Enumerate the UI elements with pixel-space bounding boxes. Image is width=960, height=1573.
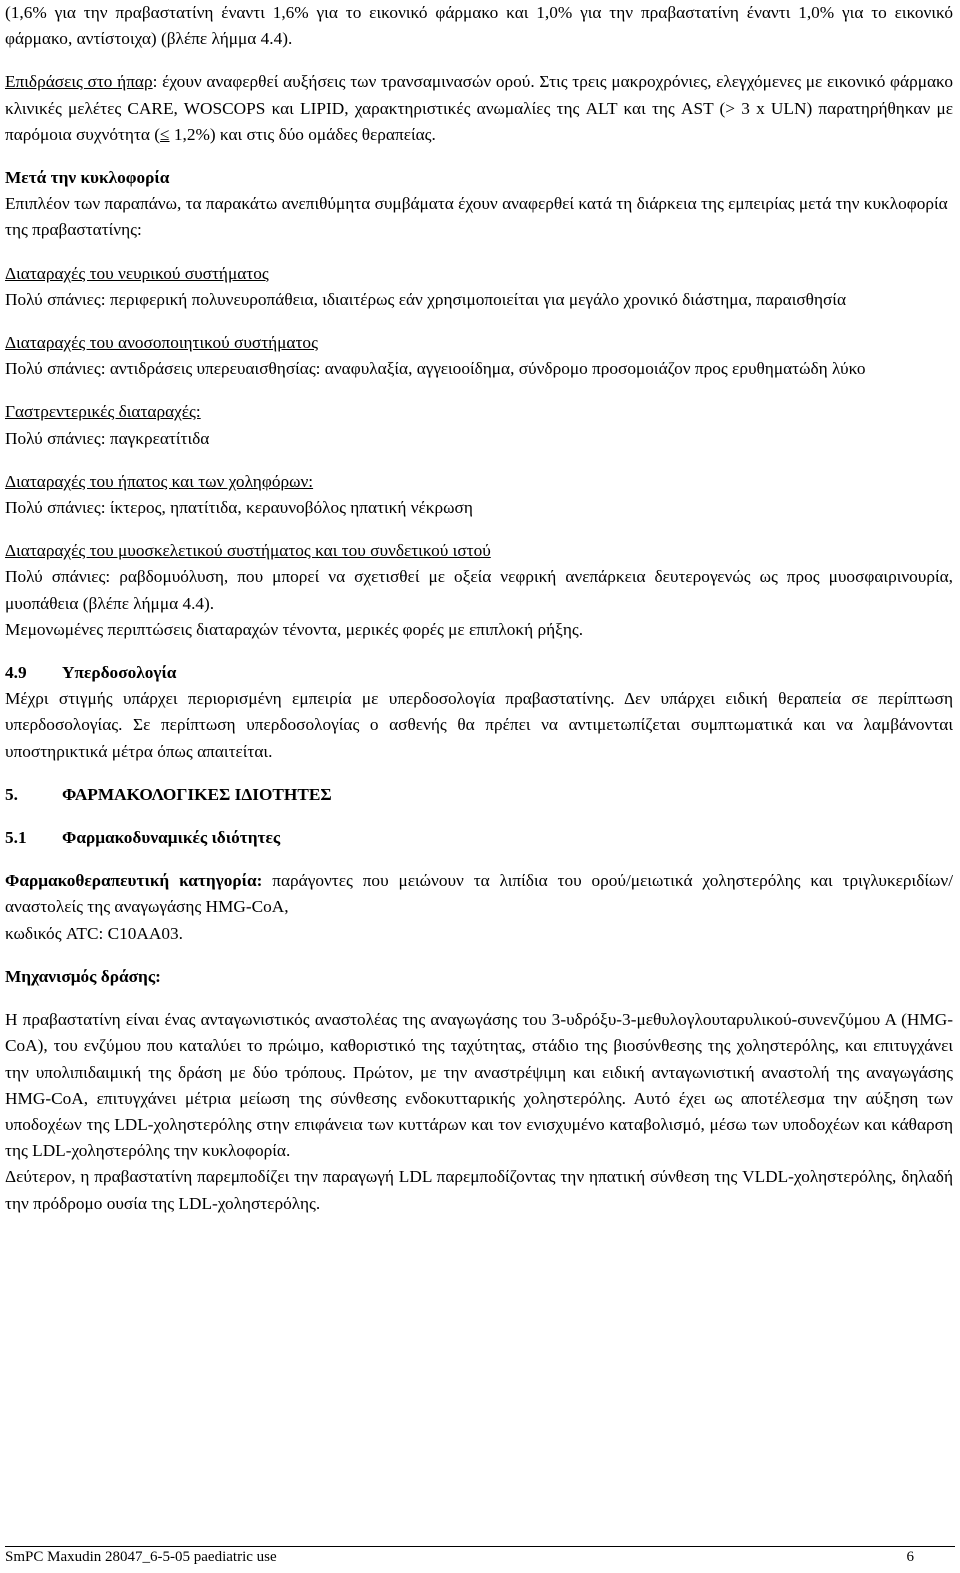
group-title: Γαστρεντερικές διαταραχές: bbox=[5, 402, 201, 422]
group-line: Πολύ σπάνιες: παγκρεατίτιδα bbox=[5, 428, 210, 448]
section-4-9-text: Μέχρι στιγμής υπάρχει περιορισμένη εμπειρία με υπερδοσολογία πραβαστατίνης. Δεν υπάρχει ειδική θεραπεία σε περίπτωση υπερδοσολογίας. Σε περίπτωση υπερδοσολογίας ο ασθενής θα πρέπει να αντιμετωπίζεται συμπτωματικά και να λαμβάνονται υποστηρικτικά μέτρα όπως απαιτείται. bbox=[5, 689, 953, 761]
mechanism-paragraph: Η πραβαστατίνη είναι ένας ανταγωνιστικός αναστολέας της αναγωγάσης του 3-υδρόξυ-3-μεθυλογλουταρυλικού-συνενζύμου Α (HMG-CoA), του ενζύμου που καταλύει το πρώιμο, καθοριστικό της ταχύτητας, στάδιο της βιοσύνθεσης της χοληστερόλης, και επιτυγχάνει την υπολιπιδαιμική της δράση με δύο τρόπους. Πρώτον, με την αναστρέψιμη και ειδική ανταγωνιστική αναστολή της αναγωγάσης HMG-CoA, επιτυγχάνει μέτρια μείωση της σύνθεσης ενδοκυτταρικής χοληστερόλης. Αυτό έχει ως αποτέλεσμα την αύξηση των υποδοχέων της LDL-χοληστερόλης στην επιφάνεια των κυττάρων και τον ενισχυμένο καταβολισμό, μέσω των υποδοχέων και κάθαρση της LDL-χοληστερόλης την κυκλοφορία. bbox=[5, 1010, 953, 1161]
mechanism-heading: Μηχανισμός δράσης: bbox=[5, 966, 161, 986]
liver-effects-label: Επιδράσεις στο ήπαρ bbox=[5, 72, 153, 92]
document-page bbox=[5, 0, 953, 1217]
intro-paragraph: (1,6% για την πραβαστατίνη έναντι 1,6% για το εικονικό φάρμακο και 1,0% για την πραβαστατίνη έναντι 1,0% για το εικονικό φάρμακο, αντίστοιχα) (βλέπε λήμμα 4.4). bbox=[5, 3, 953, 49]
post-marketing-heading: Μετά την κυκλοφορία bbox=[5, 168, 170, 188]
group-title: Διαταραχές του νευρικού συστήματος bbox=[5, 263, 269, 283]
page-number: 6 bbox=[906, 1549, 914, 1565]
page-footer bbox=[0, 1539, 960, 1573]
footer-document-id: SmPC Maxudin 28047_6-5-05 paediatric use bbox=[5, 1549, 277, 1565]
group-line: Πολύ σπάνιες: ίκτερος, ηπατίτιδα, κεραυνοβόλος ηπατική νέκρωση bbox=[5, 498, 473, 518]
group-line: Πολύ σπάνιες: ραβδομυόλυση, που μπορεί να σχετισθεί με οξεία νεφρική ανεπάρκεια δευτερογενώς ως προς μυοσφαιρινουρία, μυοπάθεια (βλέπε λήμμα 4.4). bbox=[5, 567, 953, 613]
post-marketing-intro: Επιπλέον των παραπάνω, τα παρακάτω ανεπιθύμητα συμβάματα έχουν αναφερθεί κατά τη διάρκεια της εμπειρίας μετά την κυκλοφορία της πραβαστατίνης: bbox=[5, 194, 948, 240]
group-title: Διαταραχές του ανοσοποιητικού συστήματος bbox=[5, 333, 318, 353]
atc-code: κωδικός ATC: C10AA03. bbox=[5, 923, 183, 943]
therapeutic-category: Φαρμακοθεραπευτική κατηγορία: παράγοντες που μειώνουν τα λιπίδια του ορού/μειωτικά χοληστερόλης και τριγλυκεριδίων/αναστολείς της αναγωγάσης HMG-CoA, bbox=[5, 871, 953, 917]
section-5-1-heading: 5.1 Φαρμακοδυναμικές ιδιότητες bbox=[5, 828, 281, 848]
section-4-9-heading: 4.9 Υπερδοσολογία bbox=[5, 663, 177, 683]
group-title: Διαταραχές του ήπατος και των χοληφόρων: bbox=[5, 471, 314, 491]
mechanism-paragraph-2: Δεύτερον, η πραβαστατίνη παρεμποδίζει την παραγωγή LDL παρεμποδίζοντας την ηπατική σύνθεση της VLDL-χοληστερόλης, δηλαδή την πρόδρομο ουσία της LDL-χοληστερόλης. bbox=[5, 1167, 953, 1213]
group-title: Διαταραχές του μυοσκελετικού συστήματος και του συνδετικού ιστού bbox=[5, 541, 491, 561]
group-line: Μεμονωμένες περιπτώσεις διαταραχών τένοντα, μερικές φορές με επιπλοκή ρήξης. bbox=[5, 619, 584, 639]
group-line: Πολύ σπάνιες: αντιδράσεις υπερευαισθησίας: αναφυλαξία, αγγειοοίδημα, σύνδρομο προσομοιάζον προς ερυθηματώδη λύκο bbox=[5, 359, 866, 379]
less-equal-symbol: ≤ bbox=[160, 124, 170, 144]
group-line: Πολύ σπάνιες: περιφερική πολυνευροπάθεια, ιδιαιτέρως εάν χρησιμοποιείται για μεγάλο χρονικό διάστημα, παραισθησία bbox=[5, 289, 847, 309]
section-5-heading: 5. ΦΑΡΜΑΚΟΛΟΓΙΚΕΣ ΙΔΙΟΤΗΤΕΣ bbox=[5, 784, 332, 804]
liver-effects-paragraph: Επιδράσεις στο ήπαρ: έχουν αναφερθεί αυξήσεις των τρανσαμινασών ορού. Στις τρεις μακροχρόνιες, ελεγχόμενες με εικονικό φάρμακο κλινικές μελέτες CARE, WOSCOPS και LIPID, χαρακτηριστικές ανωμαλίες της ALT και της AST (> 3 x ULN) παρατηρήθηκαν με παρόμοια συχνότητα (≤ 1,2%) και στις δύο ομάδες θεραπείας. bbox=[5, 72, 953, 144]
